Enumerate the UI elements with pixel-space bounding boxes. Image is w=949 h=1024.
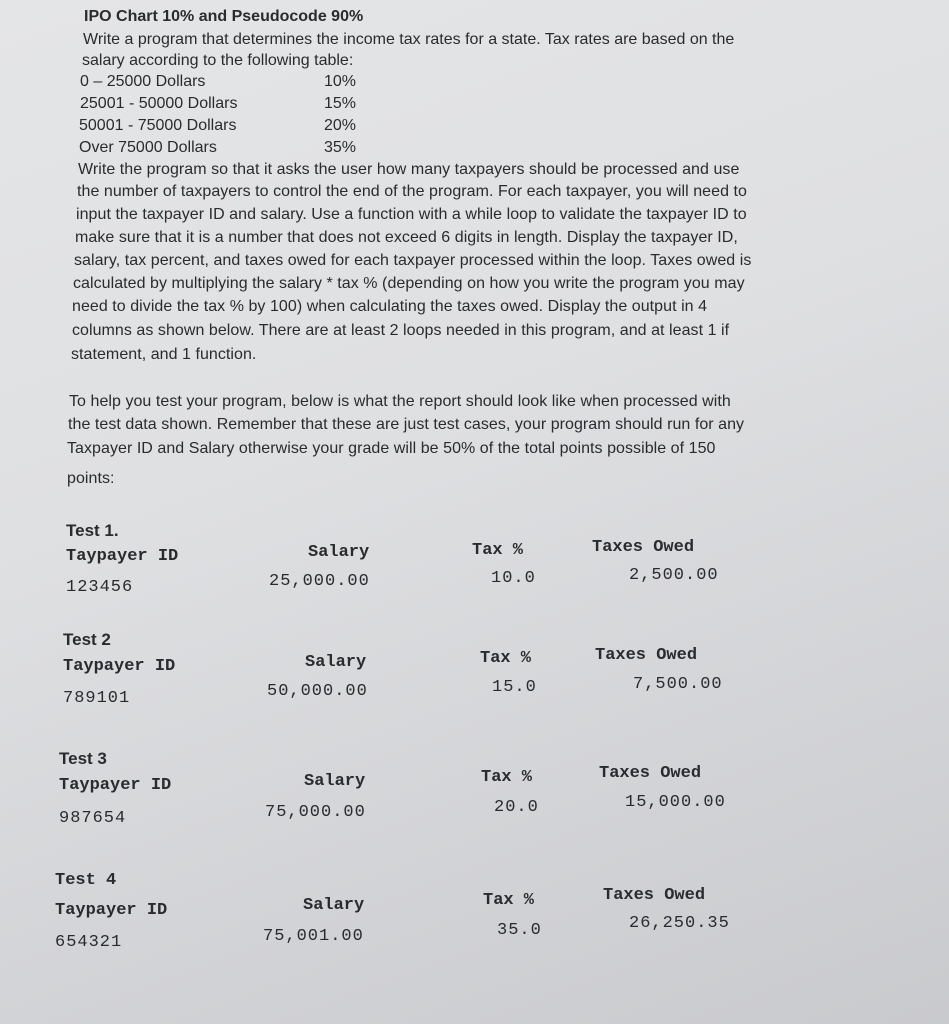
taxpayer-id-header: Taypayer ID xyxy=(55,901,168,920)
paragraph-line: To help you test your program, below is what the report should look like when processed with xyxy=(69,393,731,410)
taxpayer-id-header: Taypayer ID xyxy=(59,776,172,795)
paragraph-line: statement, and 1 function. xyxy=(71,346,257,363)
paragraph-line: need to divide the tax % by 100) when calculating the taxes owed. Display the output in 4 xyxy=(72,298,708,315)
test-label: Test 3 xyxy=(59,749,107,768)
paragraph-line: input the taxpayer ID and salary. Use a function with a while loop to validate the taxpayer ID to xyxy=(76,206,747,223)
intro-line: Write a program that determines the income tax rates for a state. Tax rates are based on the xyxy=(83,31,735,48)
rate-range: 25001 - 50000 Dollars xyxy=(80,95,238,112)
test-label: Test 2 xyxy=(63,630,111,649)
paragraph-line: columns as shown below. There are at least 2 loops needed in this program, and at least 1 if xyxy=(72,322,730,339)
salary-header: Salary xyxy=(304,772,366,791)
paragraph-line: the test data shown. Remember that these are just test cases, your program should run for any xyxy=(68,416,745,433)
paragraph-line: salary, tax percent, and taxes owed for each taxpayer processed within the loop. Taxes owed is xyxy=(74,252,752,269)
rate-range: 50001 - 75000 Dollars xyxy=(79,117,237,134)
paragraph-line: Write the program so that it asks the user how many taxpayers should be processed and use xyxy=(78,161,740,178)
rate-range: Over 75000 Dollars xyxy=(79,139,217,156)
tax-percent-header: Tax % xyxy=(472,541,524,560)
taxes-owed-header: Taxes Owed xyxy=(592,538,695,557)
taxpayer-id-value: 654321 xyxy=(55,933,123,952)
rate-percent: 20% xyxy=(324,117,357,134)
taxes-owed-value: 15,000.00 xyxy=(625,793,726,812)
taxes-owed-header: Taxes Owed xyxy=(603,886,706,905)
salary-value: 25,000.00 xyxy=(269,572,370,591)
salary-value: 75,001.00 xyxy=(263,927,364,946)
paragraph-line: the number of taxpayers to control the end of the program. For each taxpayer, you will need to xyxy=(77,183,747,200)
tax-percent-value: 20.0 xyxy=(494,798,539,817)
paragraph-line: make sure that it is a number that does not exceed 6 digits in length. Display the taxpayer ID, xyxy=(75,229,738,246)
taxes-owed-value: 2,500.00 xyxy=(629,566,719,585)
taxes-owed-value: 26,250.35 xyxy=(629,914,730,933)
taxes-owed-header: Taxes Owed xyxy=(595,646,698,665)
taxpayer-id-header: Taypayer ID xyxy=(66,547,179,566)
taxes-owed-value: 7,500.00 xyxy=(633,675,723,694)
intro-line: salary according to the following table: xyxy=(82,52,354,69)
rate-percent: 15% xyxy=(324,95,357,112)
salary-header: Salary xyxy=(308,543,370,562)
test-label: Test 1. xyxy=(66,521,119,540)
tax-percent-value: 15.0 xyxy=(492,678,537,697)
paragraph-line: points: xyxy=(67,470,115,487)
tax-percent-header: Tax % xyxy=(480,649,532,668)
taxpayer-id-value: 987654 xyxy=(59,809,127,828)
taxpayer-id-value: 123456 xyxy=(66,578,134,597)
test-label: Test 4 xyxy=(55,871,117,890)
salary-header: Salary xyxy=(305,653,367,672)
taxpayer-id-value: 789101 xyxy=(63,689,131,708)
paragraph-line: Taxpayer ID and Salary otherwise your grade will be 50% of the total points possible of 150 xyxy=(67,440,716,457)
rate-percent: 35% xyxy=(324,139,357,156)
salary-header: Salary xyxy=(303,896,365,915)
tax-percent-header: Tax % xyxy=(483,891,535,910)
taxes-owed-header: Taxes Owed xyxy=(599,764,702,783)
rate-range: 0 – 25000 Dollars xyxy=(80,73,206,90)
paragraph-line: calculated by multiplying the salary * tax % (depending on how you write the program you may xyxy=(73,275,745,292)
tax-percent-header: Tax % xyxy=(481,768,533,787)
tax-percent-value: 35.0 xyxy=(497,921,542,940)
page-title: IPO Chart 10% and Pseudocode 90% xyxy=(84,8,364,25)
salary-value: 50,000.00 xyxy=(267,682,368,701)
tax-percent-value: 10.0 xyxy=(491,569,536,588)
rate-percent: 10% xyxy=(324,73,357,90)
taxpayer-id-header: Taypayer ID xyxy=(63,657,176,676)
salary-value: 75,000.00 xyxy=(265,803,366,822)
